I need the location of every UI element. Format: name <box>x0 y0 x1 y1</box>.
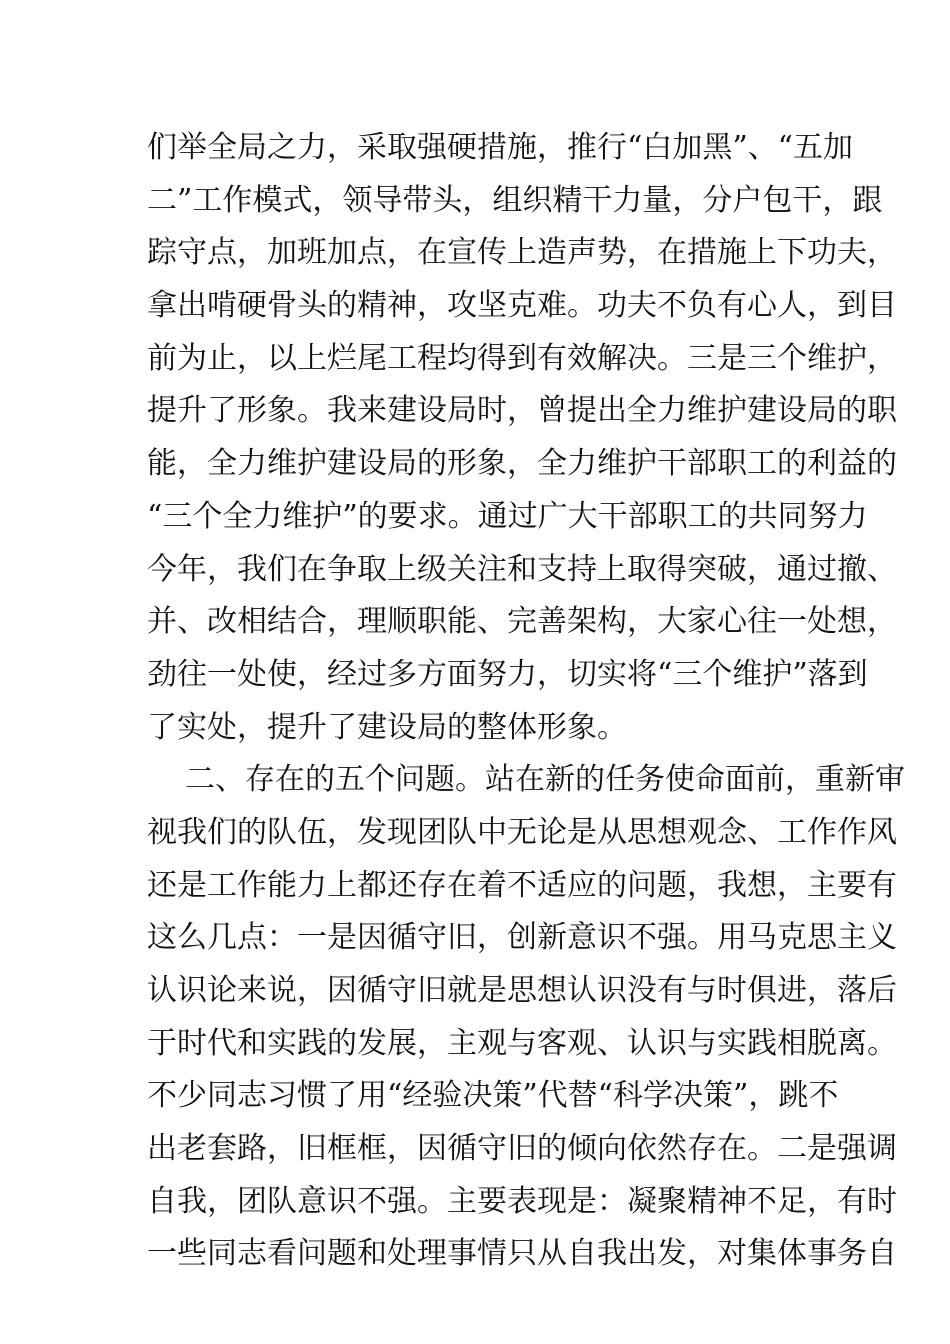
text-line: 拿出啃硬骨头的精神，攻坚克难。功夫不负有心人，到目 <box>147 288 897 324</box>
text-line: 们举全局之力，采取强硬措施，推行“白加黑”、“五加 <box>147 130 854 165</box>
text-line: 视我们的队伍，发现团队中无论是从思想观念、工作作风 <box>147 814 897 850</box>
text-line: 还是工作能力上都还存在着不适应的问题，我想，主要有 <box>147 867 897 903</box>
text-line: 自我，团队意识不强。主要表现是：凝聚精神不足，有时 <box>147 1183 897 1219</box>
text-line: 认识论来说，因循守旧就是思想认识没有与时俱进，落后 <box>147 973 897 1008</box>
text-line: 二”工作模式，领导带头，组织精干力量，分户包干，跟 <box>147 182 883 218</box>
text-line: 今年，我们在争取上级关注和支持上取得突破，通过撤、 <box>147 551 897 587</box>
text-line: “三个全力维护”的要求。通过广大干部职工的共同努力 <box>147 498 868 534</box>
paragraph-first-line: 二、存在的五个问题。站在新的任务使命面前，重新审 <box>185 762 905 798</box>
text-line: 劲往一处使，经过多方面努力，切实将“三个维护”落到 <box>147 656 868 692</box>
text-line: 一些同志看问题和处理事情只从自我出发，对集体事务自 <box>147 1236 897 1272</box>
text-line: 不少同志习惯了用“经验决策”代替“科学决策”，跳不 <box>147 1078 839 1114</box>
text-line: 前为止，以上烂尾工程均得到有效解决。三是三个维护， <box>147 340 897 376</box>
text-line: 能，全力维护建设局的形象，全力维护干部职工的利益的 <box>147 446 897 482</box>
text-line: 这么几点：一是因循守旧，创新意识不强。用马克思主义 <box>147 920 897 956</box>
text-line: 提升了形象。我来建设局时，曾提出全力维护建设局的职 <box>147 393 897 429</box>
paragraph-end-line: 了实处，提升了建设局的整体形象。 <box>147 709 627 745</box>
text-line: 出老套路，旧框框，因循守旧的倾向依然存在。二是强调 <box>147 1131 897 1167</box>
text-line: 踪守点，加班加点，在宣传上造声势，在措施上下功夫， <box>147 235 897 271</box>
text-line: 并、改相结合，理顺职能、完善架构，大家心往一处想， <box>147 604 897 640</box>
body-text <box>147 122 905 1281</box>
text-line: 于时代和实践的发展，主观与客观、认识与实践相脱离。 <box>147 1025 897 1061</box>
